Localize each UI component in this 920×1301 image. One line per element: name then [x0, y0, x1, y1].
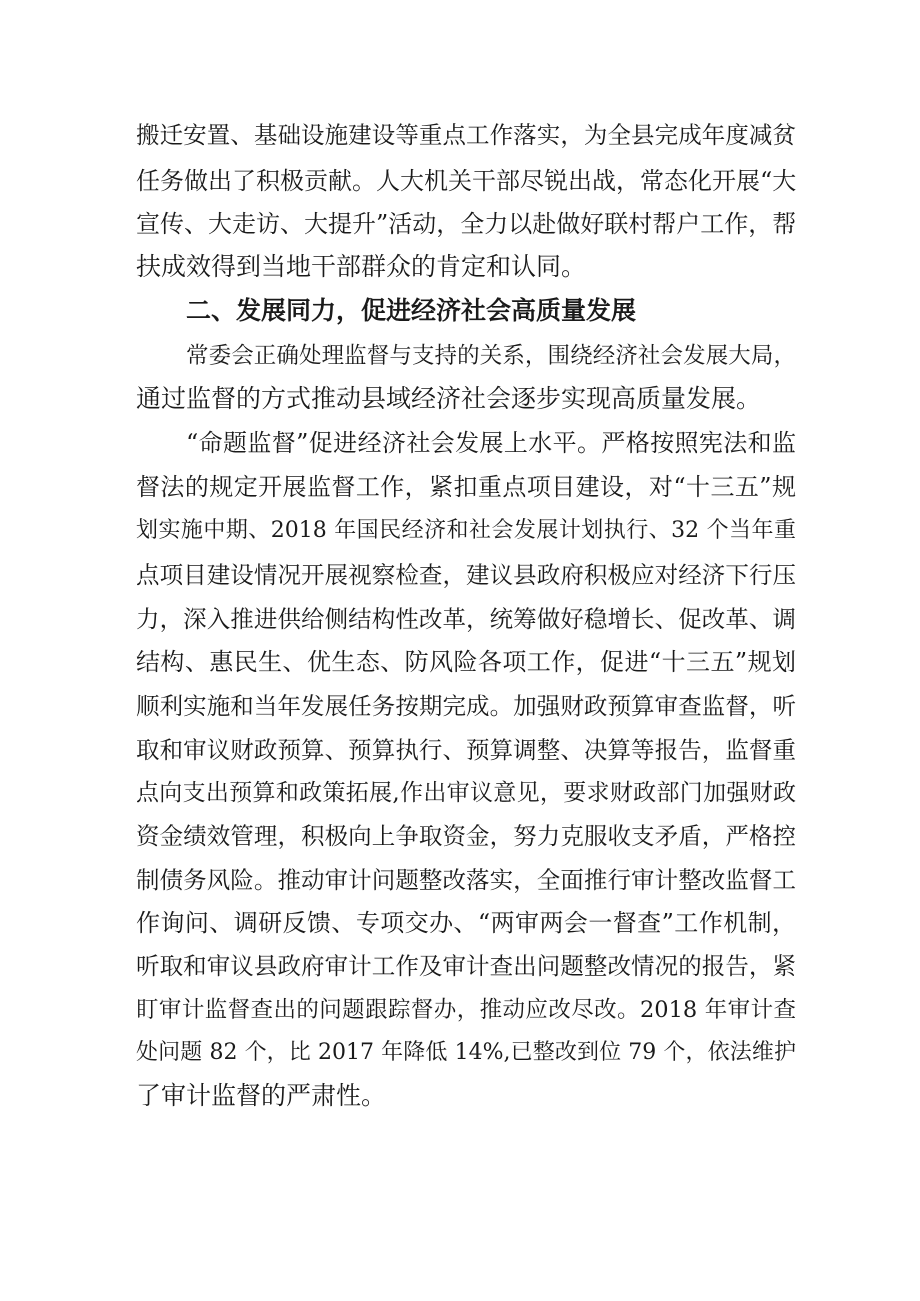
paragraph-line: 处问题 82 个，比 2017 年降低 14%,已整改到位 79 个，依法维护: [136, 1040, 796, 1065]
paragraph-line: 任务做出了积极贡献。人大机关干部尽锐出战，常态化开展“大: [136, 167, 797, 195]
paragraph-line: 资金绩效管理，积极向上争取资金，努力克服收支矛盾，严格控: [136, 822, 796, 850]
paragraph-line: 结构、惠民生、优生态、防风险各项工作，促进“十三五”规划: [136, 648, 796, 676]
paragraph-line: 了审计监督的严肃性。: [136, 1081, 387, 1110]
paragraph-line: 听取和审议县政府审计工作及审计查出问题整改情况的报告，紧: [136, 952, 796, 980]
paragraph-line: 搬迁安置、基础设施建设等重点工作落实，为全县完成年度减贫: [136, 121, 796, 149]
paragraph-line: 扶成效得到当地干部群众的肯定和认同。: [136, 252, 587, 281]
paragraph-line: 盯审计监督查出的问题跟踪督办，推动应改尽改。2018 年审计查: [136, 997, 796, 1023]
paragraph-line: 划实施中期、2018 年国民经济和社会发展计划执行、32 个当年重: [136, 518, 796, 543]
paragraph-line: “命题监督”促进经济社会发展上水平。严格按照宪法和监: [186, 429, 796, 457]
paragraph-line: 制债务风险。推动审计问题整改落实，全面推行审计整改监督工: [136, 866, 796, 894]
section-heading: 二、发展同力，促进经济社会高质量发展: [186, 296, 637, 325]
paragraph-line: 作询问、调研反馈、专项交办、“两审两会一督查”工作机制，: [136, 909, 796, 937]
paragraph-line: 常委会正确处理监督与支持的关系，围绕经济社会发展大局，: [186, 343, 796, 369]
paragraph-line: 督法的规定开展监督工作，紧扣重点项目建设，对“十三五”规: [136, 473, 796, 501]
paragraph-line: 点项目建设情况开展视察检查，建议县政府积极应对经济下行压: [136, 561, 796, 589]
paragraph-line: 取和审议财政预算、预算执行、预算调整、决算等报告，监督重: [136, 736, 796, 764]
paragraph-line: 力，深入推进供给侧结构性改革，统筹做好稳增长、促改革、调: [136, 605, 796, 633]
paragraph-line: 点向支出预算和政策拓展,作出审议意见，要求财政部门加强财政: [136, 780, 796, 806]
paragraph-line: 通过监督的方式推动县域经济社会逐步实现高质量发展。: [136, 384, 762, 413]
paragraph-line: 宣传、大走访、大提升”活动，全力以赴做好联村帮户工作，帮: [136, 210, 797, 238]
paragraph-line: 顺利实施和当年发展任务按期完成。加强财政预算审查监督，听: [136, 692, 796, 720]
